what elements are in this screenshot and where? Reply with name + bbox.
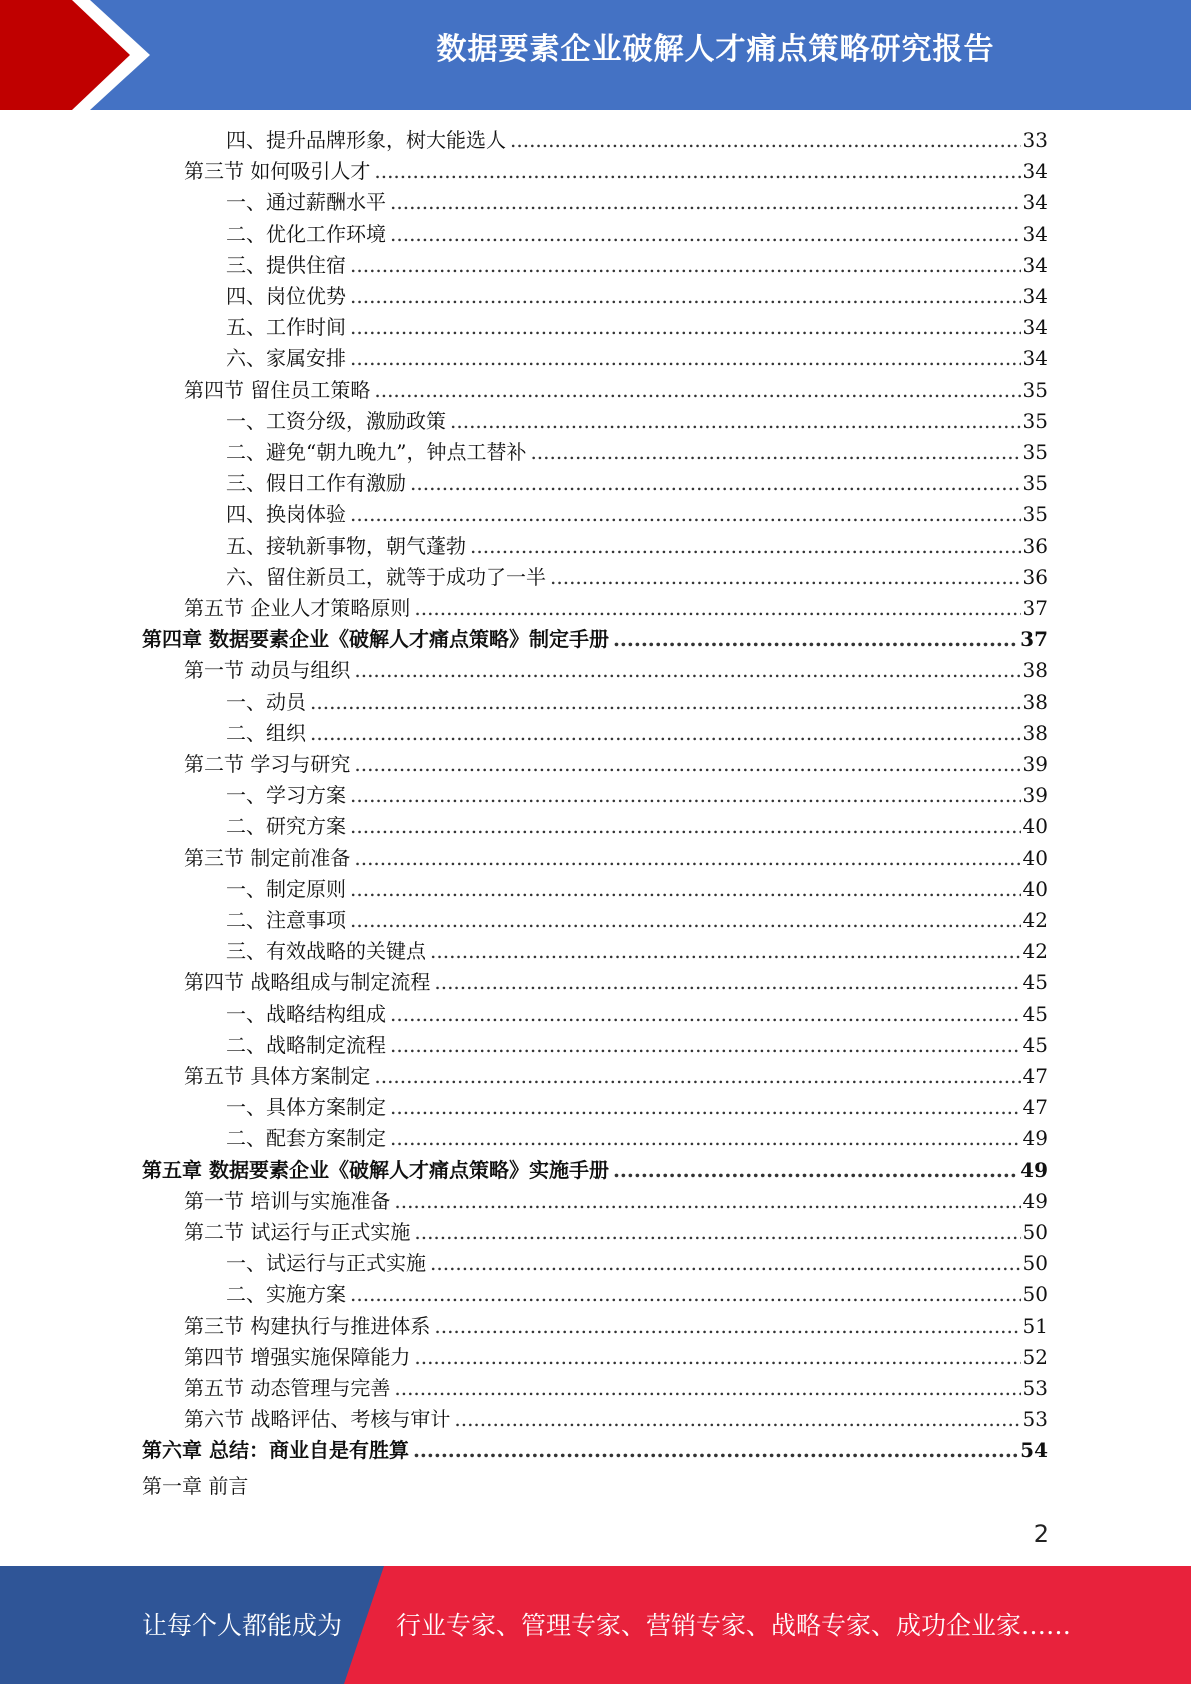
toc-entry-page: 35 xyxy=(1022,377,1048,402)
toc-entry-label: 第四章 数据要素企业《破解人才痛点策略》制定手册 xyxy=(142,627,609,652)
toc-dot-leader xyxy=(390,1123,1021,1154)
toc-dot-leader xyxy=(354,749,1020,780)
toc-entry-page: 49 xyxy=(1022,1188,1048,1213)
toc-dot-leader xyxy=(414,1342,1020,1373)
toc-dot-leader xyxy=(510,125,1021,156)
toc-entry-page: 39 xyxy=(1022,783,1048,808)
toc-entry-page: 34 xyxy=(1022,346,1048,371)
toc-entry-label: 一、通过薪酬水平 xyxy=(226,190,386,215)
toc-entry-page: 34 xyxy=(1022,252,1048,277)
toc-entry-page: 52 xyxy=(1022,1344,1048,1369)
toc-entry-label: 五、接轨新事物，朝气蓬勃 xyxy=(226,533,466,558)
page-header xyxy=(0,0,1191,110)
toc-dot-leader xyxy=(350,281,1021,312)
toc-entry-label: 二、注意事项 xyxy=(226,908,346,932)
toc-entry-page: 36 xyxy=(1022,533,1048,558)
page-number: 2 xyxy=(1033,1520,1049,1548)
toc-entry-label: 第五章 数据要素企业《破解人才痛点策略》实施手册 xyxy=(142,1157,609,1182)
toc-dot-leader xyxy=(394,1373,1020,1404)
toc-entry-page: 50 xyxy=(1022,1251,1048,1276)
toc-entry-page: 33 xyxy=(1022,128,1048,152)
page-footer xyxy=(0,1566,1191,1684)
toc-entry-label: 三、有效战略的关键点 xyxy=(226,939,426,964)
toc-dot-leader xyxy=(550,562,1021,593)
toc-dot-leader xyxy=(414,1217,1020,1248)
toc-dot-leader xyxy=(530,437,1020,468)
toc-entry-label: 二、优化工作环境 xyxy=(226,221,386,246)
toc-dot-leader xyxy=(374,156,1020,187)
toc-entry-page: 49 xyxy=(1020,1157,1048,1182)
toc-chapter-entry[interactable] xyxy=(142,1155,1048,1186)
toc-entry-page: 37 xyxy=(1020,627,1048,652)
toc-entry-label: 一、试运行与正式实施 xyxy=(226,1251,426,1276)
toc-entry-label: 一、工资分级，激励政策 xyxy=(226,408,446,433)
toc-dot-leader xyxy=(350,811,1021,842)
toc-entry-label: 第五节 企业人才策略原则 xyxy=(184,596,411,620)
toc-section-entry[interactable] xyxy=(184,1217,1048,1248)
toc-entry-label: 二、配套方案制定 xyxy=(226,1126,386,1151)
toc-dot-leader xyxy=(410,468,1021,499)
toc-subsection-entry[interactable] xyxy=(226,187,1048,218)
toc-entry-page: 53 xyxy=(1022,1407,1048,1432)
toc-entry-page: 54 xyxy=(1020,1438,1048,1463)
toc-subsection-entry[interactable] xyxy=(226,905,1048,936)
toc-entry-page: 36 xyxy=(1022,564,1048,589)
toc-dot-leader xyxy=(350,250,1021,281)
toc-entry-page: 39 xyxy=(1022,752,1048,776)
toc-subsection-entry[interactable] xyxy=(226,281,1048,312)
toc-dot-leader xyxy=(310,718,1021,749)
toc-dot-leader xyxy=(350,780,1021,811)
toc-entry-page: 34 xyxy=(1022,284,1048,308)
toc-subsection-entry[interactable] xyxy=(226,437,1048,468)
toc-dot-leader xyxy=(454,1404,1020,1435)
toc-dot-leader xyxy=(434,1311,1020,1342)
toc-subsection-entry[interactable] xyxy=(226,531,1048,562)
toc-entry-label: 第二节 学习与研究 xyxy=(184,752,351,776)
toc-entry-label: 二、研究方案 xyxy=(226,814,346,839)
toc-entry-label: 六、家属安排 xyxy=(226,346,346,371)
toc-entry-label: 一、具体方案制定 xyxy=(226,1095,386,1120)
toc-section-entry[interactable] xyxy=(184,1404,1048,1435)
toc-subsection-entry[interactable] xyxy=(226,125,1048,156)
toc-entry-label: 一、制定原则 xyxy=(226,876,346,901)
toc-entry-label: 第一节 动员与组织 xyxy=(184,658,351,683)
toc-dot-leader xyxy=(413,1435,1018,1466)
footer-slogan-right: 行业专家、管理专家、营销专家、战略专家、成功企业家…… xyxy=(396,1611,1072,1640)
toc-dot-leader xyxy=(374,375,1020,406)
toc-entry-page: 35 xyxy=(1022,502,1048,527)
toc-subsection-entry[interactable] xyxy=(226,219,1048,250)
toc-section-entry[interactable] xyxy=(184,156,1048,187)
toc-subsection-entry[interactable] xyxy=(226,1030,1048,1061)
toc-section-entry[interactable] xyxy=(184,655,1048,686)
toc-subsection-entry[interactable] xyxy=(226,1092,1048,1123)
toc-dot-leader xyxy=(310,687,1021,718)
toc-section-entry[interactable] xyxy=(184,1061,1048,1092)
toc-entry-label: 二、组织 xyxy=(226,720,306,745)
toc-entry-label: 一、动员 xyxy=(226,689,306,714)
toc-dot-leader xyxy=(390,1030,1021,1061)
toc-entry-label: 二、避免“朝九晚九”，钟点工替补 xyxy=(226,440,527,464)
toc-entry-page: 38 xyxy=(1022,720,1048,745)
toc-entry-label: 四、提升品牌形象，树大能选人 xyxy=(226,128,506,152)
toc-dot-leader xyxy=(350,499,1021,530)
toc-entry-page: 40 xyxy=(1022,845,1048,870)
trailing-chapter-line: 第一章 前言 xyxy=(142,1474,249,1498)
toc-dot-leader xyxy=(350,905,1021,936)
toc-entry-label: 第四节 增强实施保障能力 xyxy=(184,1344,411,1369)
toc-subsection-entry[interactable] xyxy=(226,312,1048,343)
toc-entry-label: 第三节 构建执行与推进体系 xyxy=(184,1313,431,1338)
toc-entry-label: 第三节 如何吸引人才 xyxy=(184,159,371,184)
toc-chapter-entry[interactable] xyxy=(142,624,1048,655)
toc-section-entry[interactable] xyxy=(184,1342,1048,1373)
toc-dot-leader xyxy=(394,1186,1020,1217)
toc-entry-page: 40 xyxy=(1022,876,1048,901)
toc-dot-leader xyxy=(450,406,1021,437)
toc-subsection-entry[interactable] xyxy=(226,780,1048,811)
footer-slogan-left: 让每个人都能成为 xyxy=(142,1611,343,1640)
toc-subsection-entry[interactable] xyxy=(226,936,1048,967)
toc-subsection-entry[interactable] xyxy=(226,1248,1048,1279)
toc-entry-page: 50 xyxy=(1022,1220,1048,1244)
toc-entry-page: 47 xyxy=(1022,1095,1048,1120)
toc-dot-leader xyxy=(350,874,1021,905)
toc-dot-leader xyxy=(430,936,1021,967)
toc-entry-page: 47 xyxy=(1022,1064,1048,1088)
toc-subsection-entry[interactable] xyxy=(226,250,1048,281)
toc-entry-page: 51 xyxy=(1022,1313,1048,1338)
toc-dot-leader xyxy=(613,1155,1018,1186)
toc-subsection-entry[interactable] xyxy=(226,1123,1048,1154)
toc-entry-label: 三、假日工作有激励 xyxy=(226,471,406,496)
toc-entry-label: 第六节 战略评估、考核与审计 xyxy=(184,1407,451,1432)
toc-entry-label: 第六章 总结：商业自是有胜算 xyxy=(142,1438,409,1463)
toc-section-entry[interactable] xyxy=(184,967,1048,998)
toc-entry-label: 一、学习方案 xyxy=(226,783,346,808)
toc-subsection-entry[interactable] xyxy=(226,999,1048,1030)
toc-section-entry[interactable] xyxy=(184,1373,1048,1404)
toc-section-entry[interactable] xyxy=(184,375,1048,406)
toc-entry-label: 第三节 制定前准备 xyxy=(184,845,351,870)
toc-entry-label: 第一节 培训与实施准备 xyxy=(184,1188,391,1213)
toc-subsection-entry[interactable] xyxy=(226,811,1048,842)
toc-dot-leader xyxy=(374,1061,1020,1092)
toc-entry-page: 35 xyxy=(1022,408,1048,433)
toc-subsection-entry[interactable] xyxy=(226,343,1048,374)
toc-section-entry[interactable] xyxy=(184,749,1048,780)
toc-entry-page: 49 xyxy=(1022,1126,1048,1151)
toc-entry-label: 第二节 试运行与正式实施 xyxy=(184,1220,411,1244)
toc-dot-leader xyxy=(350,312,1021,343)
toc-entry-label: 二、实施方案 xyxy=(226,1282,346,1307)
toc-entry-page: 53 xyxy=(1022,1376,1048,1400)
toc-entry-page: 42 xyxy=(1022,908,1048,932)
toc-dot-leader xyxy=(354,655,1020,686)
toc-entry-page: 34 xyxy=(1022,190,1048,215)
toc-chapter-entry[interactable] xyxy=(142,1435,1048,1466)
toc-entry-page: 45 xyxy=(1022,1032,1048,1057)
toc-entry-label: 四、换岗体验 xyxy=(226,502,346,527)
toc-subsection-entry[interactable] xyxy=(226,406,1048,437)
toc-dot-leader xyxy=(390,1092,1021,1123)
toc-dot-leader xyxy=(414,593,1020,624)
toc-entry-label: 五、工作时间 xyxy=(226,315,346,340)
toc-entry-label: 第五节 具体方案制定 xyxy=(184,1064,371,1088)
toc-dot-leader xyxy=(350,1279,1021,1310)
toc-dot-leader xyxy=(613,624,1018,655)
toc-dot-leader xyxy=(470,531,1021,562)
toc-dot-leader xyxy=(350,343,1021,374)
toc-entry-page: 35 xyxy=(1022,440,1048,464)
toc-subsection-entry[interactable] xyxy=(226,718,1048,749)
toc-entry-label: 一、战略结构组成 xyxy=(226,1001,386,1026)
toc-dot-leader xyxy=(430,1248,1021,1279)
toc-entry-page: 35 xyxy=(1022,471,1048,496)
toc-dot-leader xyxy=(390,219,1021,250)
toc-entry-page: 38 xyxy=(1022,658,1048,683)
toc-entry-page: 45 xyxy=(1022,1001,1048,1026)
toc-entry-page: 40 xyxy=(1022,814,1048,839)
toc-entry-page: 50 xyxy=(1022,1282,1048,1307)
toc-entry-page: 38 xyxy=(1022,689,1048,714)
toc-section-entry[interactable] xyxy=(184,1186,1048,1217)
toc-entry-page: 42 xyxy=(1022,939,1048,964)
toc-entry-page: 34 xyxy=(1022,315,1048,340)
toc-dot-leader xyxy=(354,843,1020,874)
toc-subsection-entry[interactable] xyxy=(226,687,1048,718)
toc-entry-label: 第四节 战略组成与制定流程 xyxy=(184,970,431,995)
toc-subsection-entry[interactable] xyxy=(226,874,1048,905)
toc-dot-leader xyxy=(390,187,1021,218)
toc-entry-label: 六、留住新员工，就等于成功了一半 xyxy=(226,564,546,589)
toc-entry-page: 45 xyxy=(1022,970,1048,995)
report-title: 数据要素企业破解人才痛点策略研究报告 xyxy=(436,32,995,67)
toc-entry-label: 第五节 动态管理与完善 xyxy=(184,1376,391,1400)
toc-subsection-entry[interactable] xyxy=(226,468,1048,499)
toc-entry-page: 34 xyxy=(1022,159,1048,184)
toc-entry-page: 34 xyxy=(1022,221,1048,246)
toc-section-entry[interactable] xyxy=(184,843,1048,874)
toc-subsection-entry[interactable] xyxy=(226,499,1048,530)
toc-subsection-entry[interactable] xyxy=(226,1279,1048,1310)
toc-entry-label: 第四节 留住员工策略 xyxy=(184,377,371,402)
toc-dot-leader xyxy=(434,967,1020,998)
toc-entry-label: 四、岗位优势 xyxy=(226,284,346,308)
toc-entry-page: 37 xyxy=(1022,596,1048,620)
toc-dot-leader xyxy=(390,999,1021,1030)
toc-section-entry[interactable] xyxy=(184,593,1048,624)
toc-subsection-entry[interactable] xyxy=(226,562,1048,593)
toc-section-entry[interactable] xyxy=(184,1311,1048,1342)
toc-entry-label: 三、提供住宿 xyxy=(226,252,346,277)
toc-entry-label: 二、战略制定流程 xyxy=(226,1032,386,1057)
